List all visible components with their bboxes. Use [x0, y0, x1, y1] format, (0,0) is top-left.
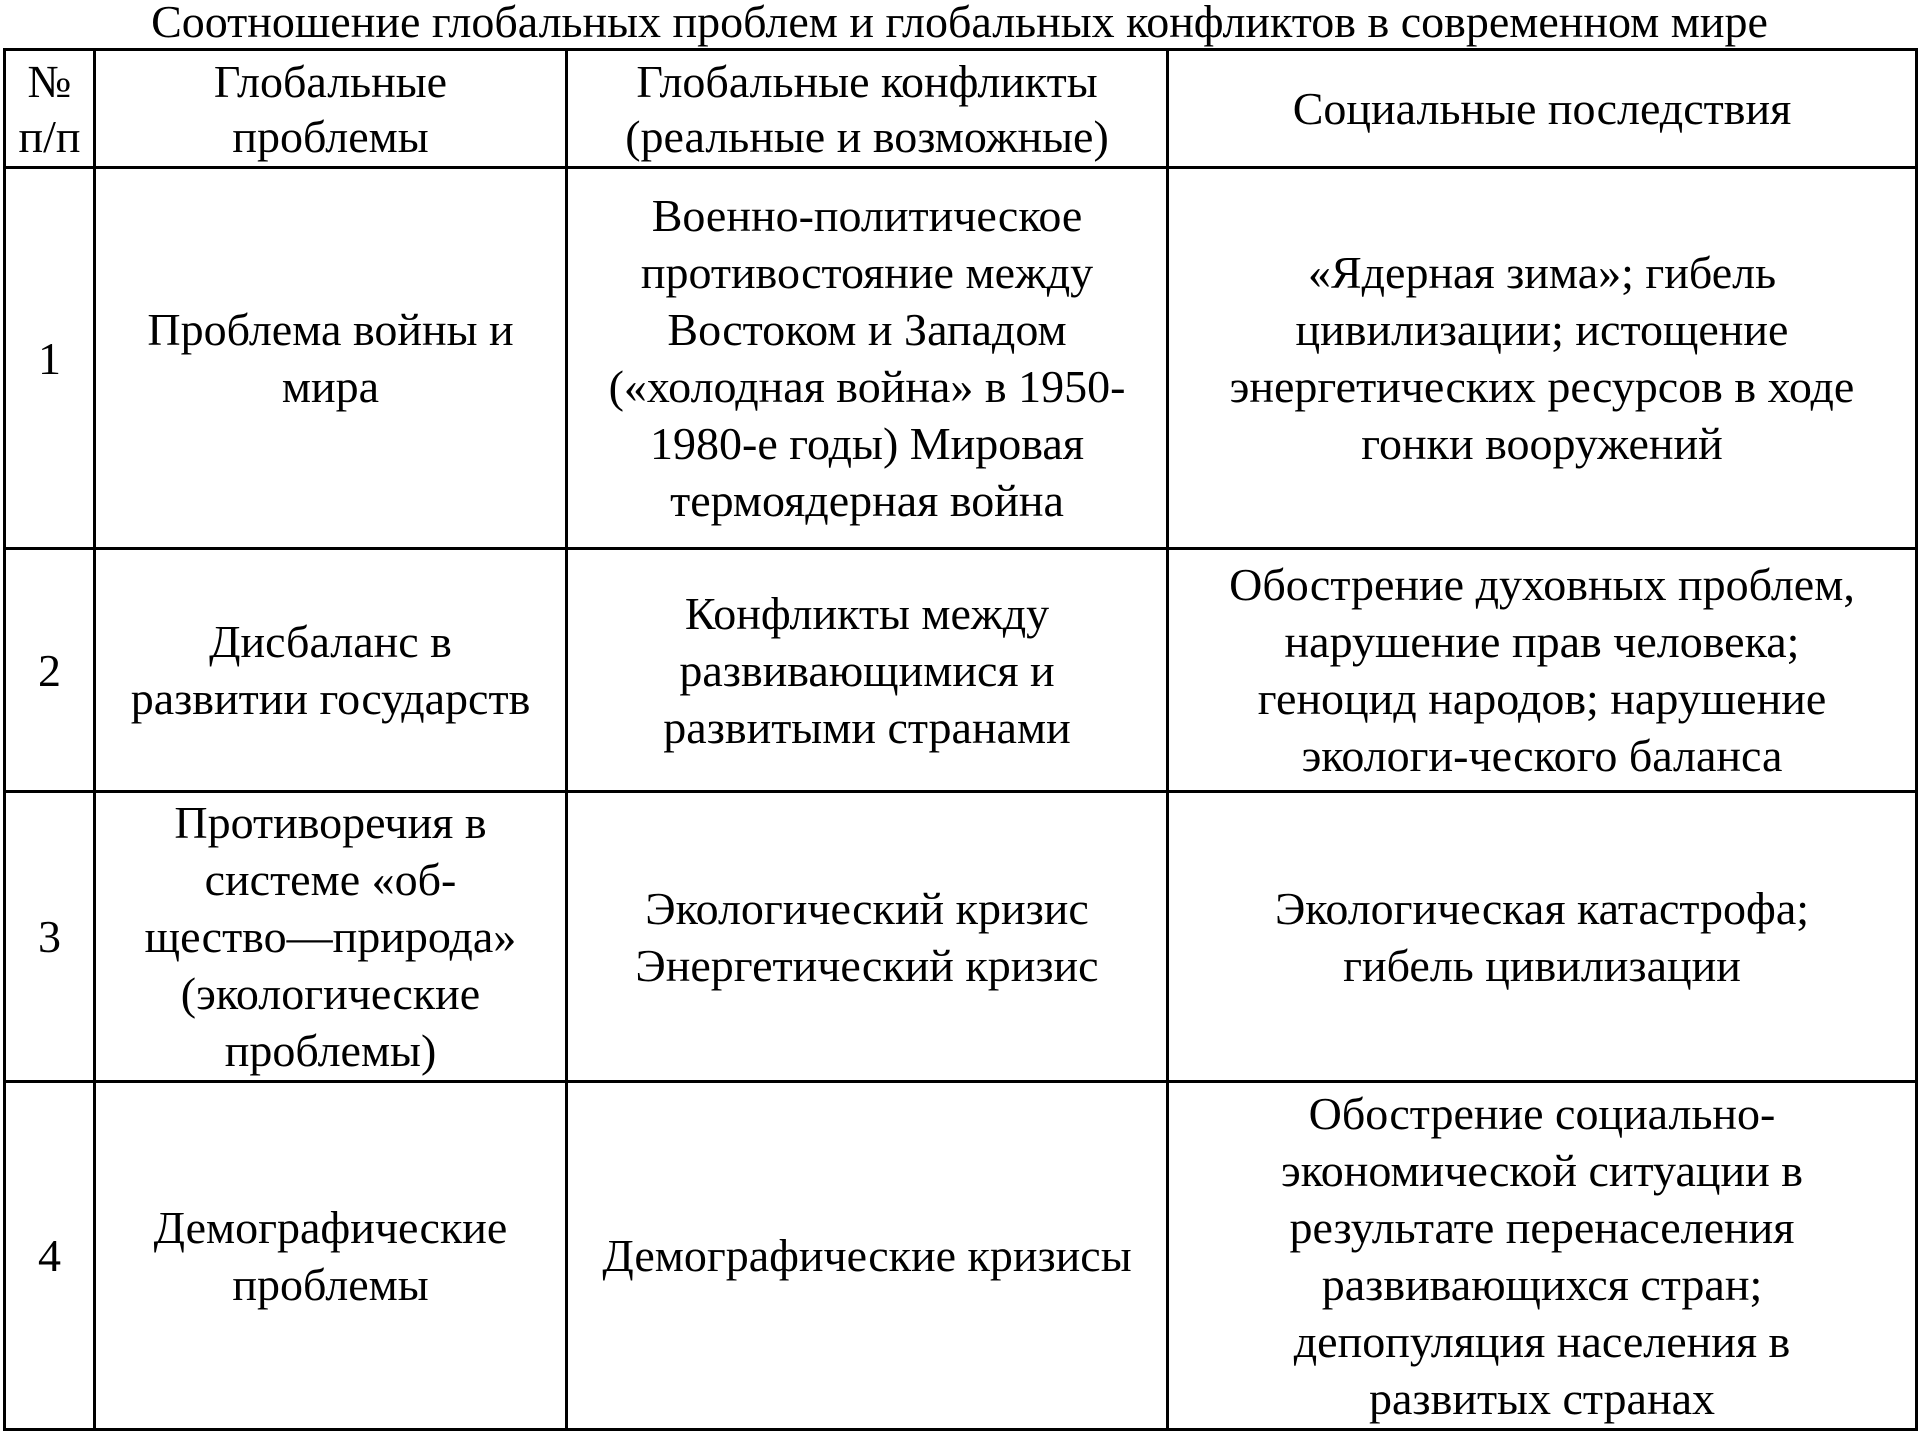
consequence-line: Обострение духовных проблем, — [1229, 559, 1855, 610]
row-number-cell — [5, 549, 95, 792]
problem-line: Проблема войны и — [147, 304, 514, 355]
header-consequences — [1168, 50, 1917, 168]
conflict-line: Демографические кризисы — [602, 1230, 1132, 1281]
table-row — [5, 549, 1917, 792]
consequence-line: экологи-ческого баланса — [1301, 730, 1783, 781]
conflict-line: («холодная война» в 1950- — [608, 361, 1126, 412]
header-conflicts-line: Глобальные конфликты — [636, 55, 1098, 107]
problem-line: проблемы) — [224, 1025, 437, 1076]
row-number-cell — [5, 168, 95, 549]
header-conflicts-line: (реальные и возможные) — [625, 110, 1109, 162]
header-conflicts — [567, 50, 1168, 168]
consequence-line: гонки вооружений — [1361, 418, 1723, 469]
table-caption: Соотношение глобальных проблем и глобальных конфликтов в современном мире — [151, 0, 1768, 47]
header-row — [5, 50, 1917, 168]
consequence-line: Обострение социально- — [1308, 1087, 1776, 1139]
conflict-line: 1980-е годы) Мировая — [650, 418, 1084, 469]
conflict-cell — [567, 549, 1168, 792]
conflict-line: Востоком и Западом — [667, 304, 1067, 355]
header-problems-line: проблемы — [232, 110, 429, 162]
row-number: 1 — [38, 332, 61, 384]
header-consequences-line: Социальные последствия — [1292, 83, 1792, 134]
problem-line: проблемы — [232, 1258, 429, 1310]
consequence-line: депопуляция населения в — [1293, 1315, 1791, 1367]
header-number — [5, 50, 95, 168]
problem-line: системе «об- — [204, 854, 457, 905]
conflict-line: развитыми странами — [663, 701, 1071, 753]
problem-cell — [95, 792, 567, 1082]
consequence-line: цивилизации; истощение — [1295, 304, 1789, 355]
consequence-line: развитых странах — [1369, 1372, 1715, 1424]
consequence-line: развивающихся стран; — [1321, 1258, 1763, 1310]
consequence-line: экономической ситуации в — [1281, 1144, 1803, 1196]
conflict-cell — [567, 168, 1168, 549]
conflict-line: термоядерная война — [670, 475, 1064, 526]
row-number: 2 — [38, 644, 61, 696]
conflict-line: Экологический кризис — [645, 882, 1089, 934]
problem-cell — [95, 168, 567, 549]
consequence-line: Экологическая катастрофа; — [1274, 882, 1810, 934]
header-number-line: п/п — [18, 110, 81, 162]
problem-cell — [95, 549, 567, 792]
conflict-line: противостояние между — [640, 247, 1094, 298]
consequence-line: энергетических ресурсов в ходе — [1229, 361, 1855, 412]
row-number-cell — [5, 1082, 95, 1430]
conflict-line: Конфликты между — [684, 587, 1050, 639]
consequence-line: нарушение прав человека; — [1284, 616, 1800, 667]
consequence-line: гибель цивилизации — [1343, 939, 1741, 991]
consequence-line: «Ядерная зима»; гибель — [1307, 247, 1777, 298]
problem-line: щество—природа» — [144, 911, 517, 962]
consequence-line: геноцид народов; нарушение — [1257, 673, 1827, 724]
header-problems — [95, 50, 567, 168]
conflict-cell — [567, 792, 1168, 1082]
problems-conflicts-table — [3, 48, 1918, 1431]
problem-line: Дисбаланс в — [209, 616, 452, 667]
table-row — [5, 168, 1917, 549]
consequence-cell — [1168, 168, 1917, 549]
problem-cell — [95, 1082, 567, 1430]
row-number-cell — [5, 792, 95, 1082]
table-row — [5, 792, 1917, 1082]
table-row — [5, 1082, 1917, 1430]
problem-line: развитии государств — [130, 673, 531, 724]
problem-line: Демографические — [153, 1201, 508, 1253]
consequence-cell — [1168, 792, 1917, 1082]
problem-line: мира — [281, 361, 380, 412]
problem-line: Противоречия в — [174, 797, 487, 848]
conflict-line: Энергетический кризис — [635, 939, 1099, 991]
header-number-line: № — [27, 55, 72, 107]
consequence-line: результате перенаселения — [1289, 1201, 1795, 1253]
conflict-line: развивающимися и — [679, 644, 1055, 696]
conflict-cell — [567, 1082, 1168, 1430]
row-number: 3 — [38, 911, 61, 962]
consequence-cell — [1168, 549, 1917, 792]
conflict-line: Военно-политическое — [651, 190, 1083, 241]
header-problems-line: Глобальные — [213, 55, 448, 107]
consequence-cell — [1168, 1082, 1917, 1430]
row-number: 4 — [38, 1230, 61, 1281]
problem-line: (экологические — [180, 968, 481, 1019]
